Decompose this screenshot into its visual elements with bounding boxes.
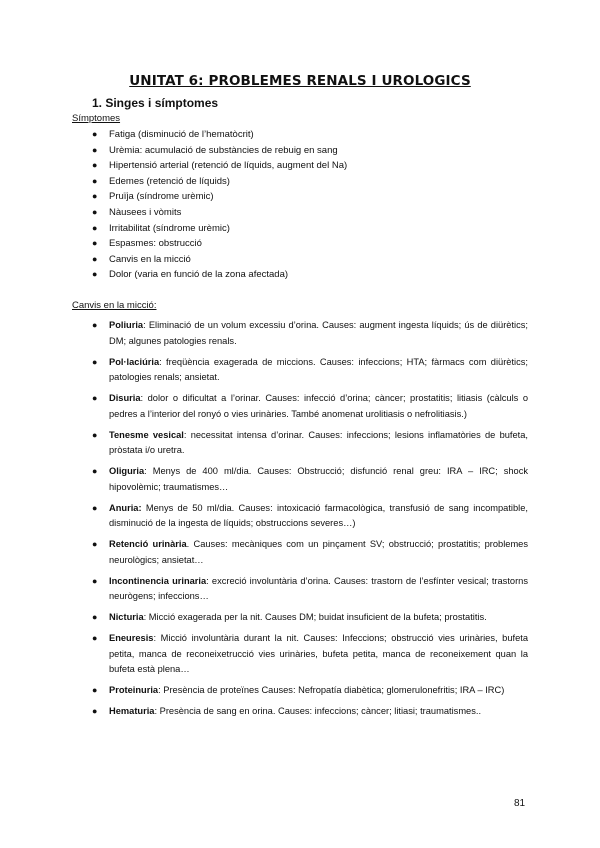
bullet-icon: ● <box>92 320 98 330</box>
miccio-item <box>92 683 528 699</box>
symptom-item <box>92 267 532 283</box>
miccio-item <box>92 704 528 720</box>
miccio-term: Hematuria <box>109 706 155 716</box>
symptom-item <box>92 158 532 174</box>
bullet-icon: ● <box>92 356 98 367</box>
miccio-description: : Micció exagerada per la nit. Causes DM; buidat insuficient de la bufeta; prostatitis. <box>143 612 487 622</box>
symptom-item <box>92 236 532 252</box>
symptom-item <box>92 205 532 221</box>
symptom-item <box>92 189 532 205</box>
miccio-item <box>92 631 528 678</box>
miccio-term: Anuria: <box>109 502 142 513</box>
miccio-item <box>92 355 528 386</box>
miccio-item <box>92 391 528 422</box>
bullet-icon: ● <box>92 502 98 513</box>
bullet-icon: ● <box>92 612 98 622</box>
symptom-text: Pruïja (síndrome urèmic) <box>109 191 214 203</box>
miccio-term: Retenció urinària <box>109 539 187 549</box>
symptom-text: Nàusees i vòmits <box>109 206 182 218</box>
symptom-item <box>92 127 532 143</box>
bullet-icon: ● <box>92 175 98 186</box>
bullet-icon: ● <box>92 206 98 217</box>
miccio-description: : necessitat intensa d’orinar. Causes: infeccions; lesions inflamatòries de bufeta, pròstata i/o uretra. <box>109 429 529 455</box>
miccio-item <box>92 464 528 495</box>
symptom-text: Hipertensió arterial (retenció de líquids, augment del Na) <box>109 160 348 172</box>
symptom-text: Irritabilitat (síndrome urèmic) <box>109 222 230 234</box>
miccio-term: Disuria <box>109 393 141 403</box>
miccio-item <box>92 574 528 605</box>
miccio-item <box>92 610 528 626</box>
symptom-item <box>92 174 532 190</box>
miccio-description: : excreció involuntària d’orina. Causes: trastorn de l’esfínter vesical; trastorns neurògens; infeccions… <box>109 575 528 601</box>
miccio-item <box>92 501 528 532</box>
miccio-term: Nicturia <box>109 612 144 622</box>
miccio-description: : Micció involuntària durant la nit. Causes: Infeccions; obstrucció vies urinàries, bufeta petita, manca de reconeixetrucció vies urinàries, bufeta petita, manca de reconeixement quan la bufeta està plena… <box>109 633 528 674</box>
miccio-term: Eneuresis <box>109 633 154 643</box>
miccio-description: : Presència de sang en orina. Causes: infeccions; càncer; litiasi; traumatismes.. <box>154 706 482 716</box>
symptom-text: Urèmia: acumulació de substàncies de rebuig en sang <box>109 144 338 156</box>
bullet-icon: ● <box>92 160 98 171</box>
bullet-icon: ● <box>92 706 98 716</box>
miccio-description: : freqüència exagerada de miccions. Causes: infeccions; HTA; fàrmacs com diürètics; patologies renals; ansietat. <box>109 356 528 382</box>
symptom-item <box>92 221 532 237</box>
miccio-changes-list <box>92 318 528 725</box>
miccio-term: Incontinencia urinaria <box>109 575 207 586</box>
bullet-icon: ● <box>92 539 98 549</box>
miccio-description: Menys de 50 ml/dia. Causes: intoxicació farmacològica, transfusió de sang incompatible, disminució de la ingesta de líquids; obstruccions severes…) <box>109 502 528 528</box>
symptom-item <box>92 252 532 268</box>
bullet-icon: ● <box>92 685 98 695</box>
miccio-item <box>92 537 528 568</box>
bullet-icon: ● <box>92 633 98 643</box>
symptoms-list <box>92 127 532 283</box>
miccio-heading: Canvis en la micció: <box>72 300 157 311</box>
miccio-description: : Presència de proteïnes Causes: Nefropatía diabètica; glomerulonefritis; IRA – IRC) <box>158 685 505 695</box>
page-title: UNITAT 6: PROBLEMES RENALS I UROLOGICS <box>129 73 471 89</box>
bullet-icon: ● <box>92 393 98 403</box>
bullet-icon: ● <box>92 269 98 280</box>
miccio-term: Oliguria <box>109 466 145 476</box>
section-heading: 1. Singes i símptomes <box>92 96 219 110</box>
symptom-text: Espasmes: obstrucció <box>109 238 202 250</box>
symptoms-heading: Símptomes <box>72 113 121 124</box>
miccio-term: Pol·laciúria <box>109 356 160 367</box>
miccio-description: : Menys de 400 ml/dia. Causes: Obstrucció; disfunció renal greu: IRA – IRC; shock hipovolèmic; traumatismes… <box>109 466 528 492</box>
miccio-description: : Eliminació de un volum excessiu d’orina. Causes: augment ingesta líquids; ús de diürètics; DM; algunes patologies renals. <box>109 320 528 346</box>
symptom-text: Edemes (retenció de líquids) <box>109 175 230 187</box>
bullet-icon: ● <box>92 191 98 202</box>
symptom-text: Dolor (varia en funció de la zona afectada) <box>109 269 289 281</box>
miccio-description: : dolor o dificultat a l’orinar. Causes: infecció d’orina; càncer; prostatitis; litiasis (càlculs o pedres a l’interior del ronyó o vies urinàries. També anomenat urolitiasis o nefrolitiasis.) <box>109 393 528 419</box>
bullet-icon: ● <box>92 466 98 476</box>
symptom-item <box>92 143 532 159</box>
bullet-icon: ● <box>92 253 98 264</box>
bullet-icon: ● <box>92 575 98 586</box>
page-number: 81 <box>514 798 526 809</box>
miccio-term: Proteinuria <box>109 685 159 695</box>
symptom-text: Canvis en la micció <box>109 253 191 265</box>
bullet-icon: ● <box>92 144 98 155</box>
bullet-icon: ● <box>92 238 98 249</box>
bullet-icon: ● <box>92 129 98 139</box>
bullet-icon: ● <box>92 429 98 440</box>
miccio-term: Tenesme vesical <box>109 429 184 440</box>
miccio-term: Poliuria <box>109 320 144 330</box>
miccio-item <box>92 318 528 349</box>
symptom-text: Fatiga (disminució de l’hematòcrit) <box>109 129 254 140</box>
miccio-description: . Causes: mecàniques com un pinçament SV; obstrucció; prostatitis; problemes neurològics; ansietat… <box>109 539 529 565</box>
miccio-item <box>92 428 528 459</box>
bullet-icon: ● <box>92 222 98 233</box>
